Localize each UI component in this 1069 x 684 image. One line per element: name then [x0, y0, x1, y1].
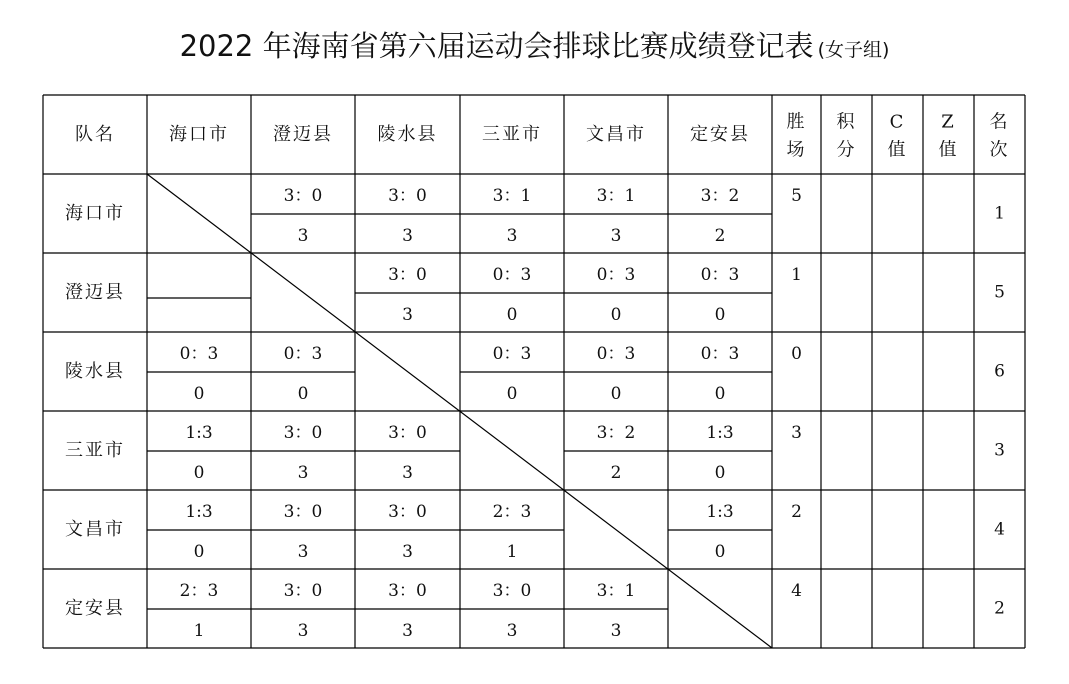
match-score: 0：3: [179, 344, 219, 364]
match-score: 1:3: [706, 502, 734, 522]
header-z_value-top: Z: [941, 111, 956, 133]
rank-value: 6: [994, 361, 1005, 382]
match-points: 3: [610, 226, 622, 246]
match-points: 3: [297, 542, 309, 562]
match-points: 3: [402, 226, 413, 246]
header-team: 队名: [75, 124, 115, 145]
team-name: 陵水县: [65, 361, 125, 382]
wins-count: 1: [791, 265, 802, 285]
match-score: 0：3: [700, 265, 740, 285]
match-points: 0: [506, 384, 518, 404]
match-points: 0: [714, 305, 726, 325]
match-score: 3：0: [283, 502, 323, 522]
team-name: 澄迈县: [65, 282, 125, 303]
match-points: 2: [610, 463, 622, 483]
header-opponent: 定安县: [690, 124, 750, 145]
match-score: 1:3: [185, 423, 213, 443]
match-points: 0: [714, 463, 726, 483]
match-points: 0: [714, 384, 726, 404]
rank-value: 1: [994, 203, 1005, 224]
match-score: 0：3: [492, 344, 532, 364]
header-c_value-top: C: [889, 111, 906, 133]
match-score: 3：0: [388, 423, 427, 443]
match-score: 1:3: [185, 502, 213, 522]
match-points: 0: [193, 384, 205, 404]
match-points: 1: [193, 621, 205, 641]
match-points: 0: [610, 305, 622, 325]
header-opponent: 陵水县: [377, 124, 438, 145]
match-score: 3：1: [596, 581, 636, 601]
rank-value: 2: [994, 598, 1005, 619]
header-c_value-bottom: 值: [887, 139, 908, 161]
match-points: 0: [610, 384, 622, 404]
match-score: 3：0: [388, 502, 427, 522]
match-score: 0：3: [596, 344, 636, 364]
match-score: 3：0: [283, 186, 323, 206]
match-score: 3：2: [596, 423, 636, 443]
header-points-bottom: 分: [836, 139, 857, 161]
title-main: 2022 年海南省第六届运动会排球比赛成绩登记表: [179, 29, 814, 63]
match-score: 3：0: [283, 423, 323, 443]
header-points-top: 积: [836, 111, 857, 133]
match-score: 2：3: [179, 581, 219, 601]
rank-value: 4: [994, 519, 1005, 540]
match-points: 0: [714, 542, 726, 562]
match-points: 2: [714, 226, 726, 246]
match-points: 3: [506, 621, 518, 641]
match-score: 3：0: [388, 581, 427, 601]
match-score: 0：3: [492, 265, 532, 285]
match-points: 3: [297, 463, 309, 483]
match-score: 3：1: [596, 186, 636, 206]
match-score: 3：0: [283, 581, 323, 601]
header-wins-bottom: 场: [786, 139, 807, 161]
header-z_value-bottom: 值: [938, 139, 959, 161]
match-points: 3: [402, 621, 413, 641]
match-points: 3: [506, 226, 518, 246]
team-name: 海口市: [65, 203, 125, 224]
title-sub: (女子组): [817, 39, 890, 61]
team-name: 定安县: [65, 598, 125, 619]
rank-value: 3: [994, 440, 1005, 461]
match-score: 0：3: [700, 344, 740, 364]
match-points: 3: [297, 226, 309, 246]
match-score: 3：0: [388, 186, 427, 206]
header-opponent: 海口市: [169, 124, 229, 145]
match-points: 3: [610, 621, 622, 641]
match-points: 0: [193, 542, 205, 562]
header-rank-top: 名: [989, 111, 1010, 133]
match-points: 3: [297, 621, 309, 641]
header-rank-bottom: 次: [989, 139, 1010, 161]
match-points: 0: [506, 305, 518, 325]
wins-count: 2: [791, 502, 802, 522]
match-score: 3：1: [492, 186, 532, 206]
match-score: 1:3: [706, 423, 734, 443]
match-points: 3: [402, 542, 413, 562]
match-score: 3：2: [700, 186, 740, 206]
match-points: 3: [402, 463, 413, 483]
team-name: 三亚市: [65, 440, 125, 461]
wins-count: 4: [791, 581, 802, 601]
wins-count: 5: [791, 186, 802, 206]
header-opponent: 三亚市: [482, 124, 542, 145]
header-opponent: 文昌市: [586, 124, 646, 145]
wins-count: 3: [791, 423, 802, 443]
header-wins-top: 胜: [786, 111, 807, 133]
team-name: 文昌市: [65, 519, 125, 540]
match-points: 3: [402, 305, 413, 325]
match-score: 0：3: [596, 265, 636, 285]
match-score: 2：3: [492, 502, 532, 522]
match-points: 0: [193, 463, 205, 483]
match-points: 0: [297, 384, 309, 404]
wins-count: 0: [791, 344, 802, 364]
header-opponent: 澄迈县: [273, 124, 333, 145]
match-score: 3：0: [388, 265, 427, 285]
match-score: 0：3: [283, 344, 323, 364]
match-score: 3：0: [492, 581, 532, 601]
match-points: 1: [506, 542, 518, 562]
rank-value: 5: [994, 282, 1005, 303]
